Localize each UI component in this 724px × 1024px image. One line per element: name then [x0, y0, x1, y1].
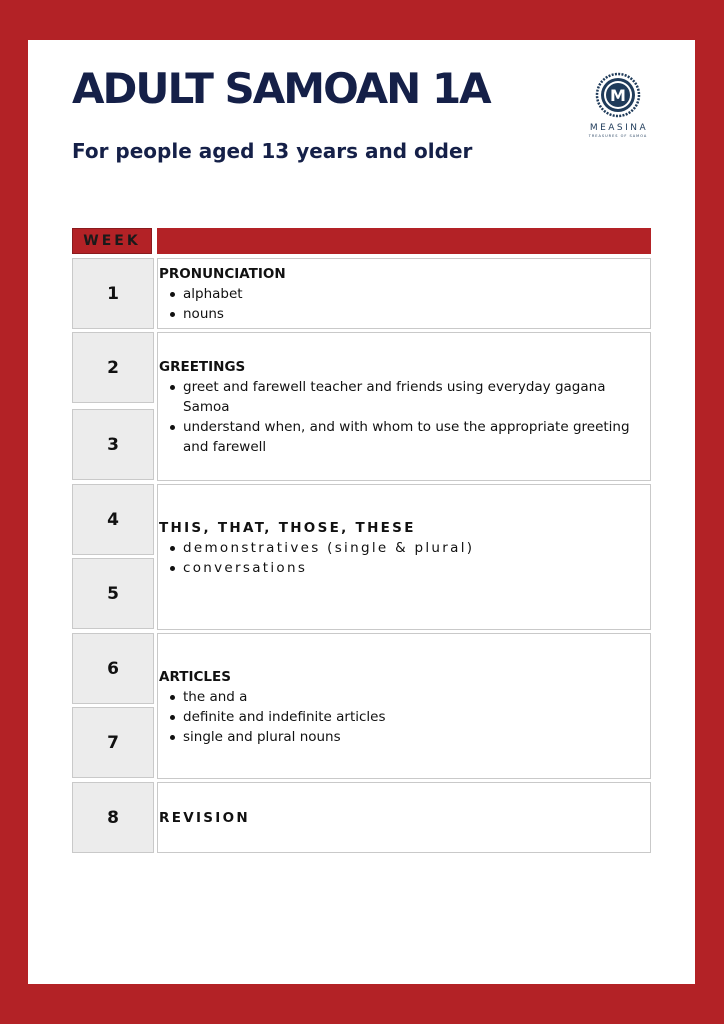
topic-heading: ARTICLES	[159, 669, 231, 685]
measina-logo	[583, 72, 653, 138]
list-item: demonstratives (single & plural)	[158, 538, 650, 558]
topic-list	[158, 284, 650, 324]
list-item: greet and farewell teacher and friends using everyday gagana Samoa	[158, 377, 650, 417]
list-item: alphabet	[158, 284, 650, 304]
week-number: 4	[72, 484, 154, 555]
week-number: 7	[72, 707, 154, 778]
list-item: conversations	[158, 558, 650, 578]
week-number: 1	[72, 258, 154, 329]
topic-box-revision	[157, 782, 651, 853]
week-number: 3	[72, 409, 154, 480]
list-item: nouns	[158, 304, 650, 324]
topic-list	[158, 687, 650, 747]
logo-tagline: TREASURES OF SAMOA	[588, 134, 648, 138]
topic-list	[158, 538, 650, 578]
list-item: understand when, and with whom to use the appropriate greeting and farewell	[158, 417, 650, 457]
topic-heading: PRONUNCIATION	[159, 266, 286, 282]
page-subtitle: For people aged 13 years and older	[72, 139, 473, 163]
topic-heading: GREETINGS	[159, 359, 246, 375]
list-item: the and a	[158, 687, 650, 707]
topic-box-demonstratives	[157, 484, 651, 630]
topic-box-pronunciation	[157, 258, 651, 329]
week-number: 6	[72, 633, 154, 704]
list-item: definite and indefinite articles	[158, 707, 650, 727]
topic-heading: REVISION	[159, 810, 251, 826]
medallion-icon	[595, 72, 641, 118]
topic-column-header	[157, 228, 651, 254]
list-item: single and plural nouns	[158, 727, 650, 747]
logo-name: MEASINA	[589, 123, 649, 133]
topic-box-articles	[157, 633, 651, 779]
week-number: 5	[72, 558, 154, 629]
week-number: 2	[72, 332, 154, 403]
topic-heading: THIS, THAT, THOSE, THESE	[159, 520, 416, 536]
logo-letter: M	[610, 86, 626, 105]
page-title: ADULT SAMOAN 1A	[72, 64, 490, 113]
week-number: 8	[72, 782, 154, 853]
worksheet-page	[28, 40, 695, 984]
week-column-header: WEEK	[72, 228, 152, 254]
topic-list	[158, 377, 650, 457]
topic-box-greetings	[157, 332, 651, 481]
